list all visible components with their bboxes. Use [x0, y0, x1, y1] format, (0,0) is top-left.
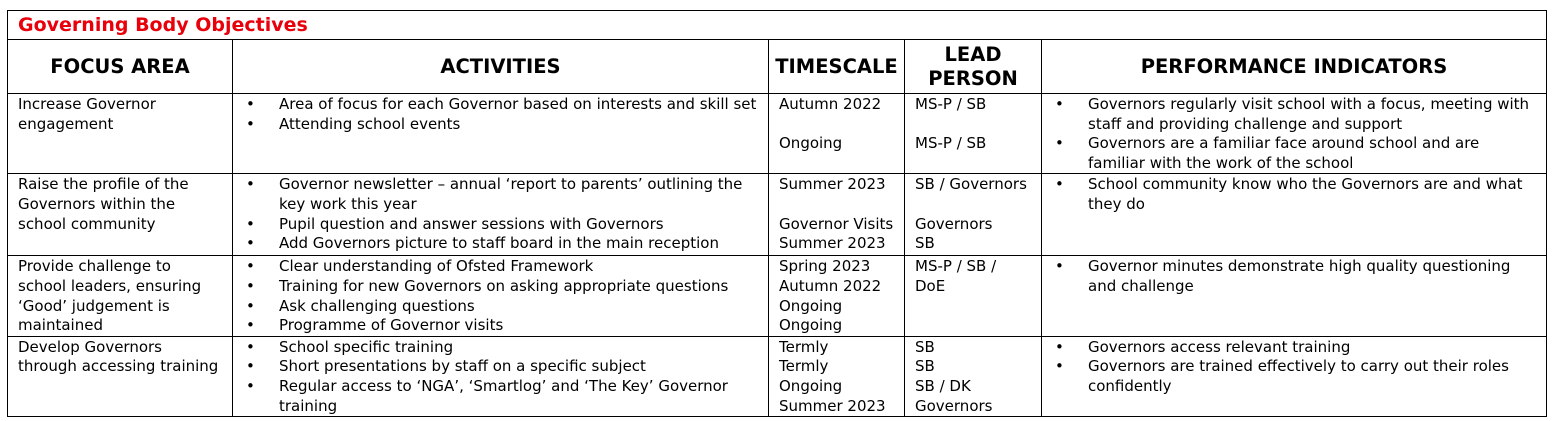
activities-cell: [233, 174, 769, 256]
list-item: • Governor minutes demonstrate high quality questioning and challenge: [1088, 257, 1536, 296]
timescale-value: Autumn 2022: [779, 95, 882, 113]
list-item: • Attending school events: [279, 115, 758, 135]
timescale-cell: [769, 94, 905, 174]
table-row: [8, 256, 1547, 336]
focus-cell: Develop Governors through accessing training: [8, 336, 233, 416]
timescale-value: Governor Visits: [779, 214, 894, 233]
lead-cell: [905, 256, 1042, 336]
table-row: [8, 174, 1547, 256]
indicators-cell: [1042, 336, 1547, 416]
lead-cell: [905, 174, 1042, 256]
timescale-value: Termly: [779, 337, 829, 356]
lead-value: MS-P / SB /: [915, 257, 997, 276]
timescale-cell: [769, 336, 905, 416]
list-item: • Pupil question and answer sessions with Governors: [279, 215, 758, 235]
timescale-value: Termly: [779, 357, 829, 376]
list-item: • Governor newsletter – annual ‘report to parents’ outlining the key work this year: [279, 175, 758, 214]
title-cell: [8, 11, 1547, 40]
header-activities: ACTIVITIES: [233, 40, 769, 94]
timescale-value: Ongoing: [779, 134, 843, 153]
timescale-value: Summer 2023: [779, 234, 886, 253]
list-item: • Training for new Governors on asking appropriate questions: [279, 277, 758, 297]
timescale-cell: [769, 256, 905, 336]
lead-value: DoE: [915, 276, 946, 295]
lead-value: MS-P / SB: [915, 95, 987, 113]
timescale-cell: [769, 174, 905, 256]
lead-value: [915, 115, 1031, 135]
list-item: • Governors access relevant training: [1088, 338, 1536, 358]
timescale-value: Autumn 2022: [779, 276, 882, 295]
timescale-value: Ongoing: [779, 316, 843, 335]
focus-cell: Raise the profile of the Governors within the school community: [8, 174, 233, 256]
list-item: • Area of focus for each Governor based on interests and skill set: [279, 95, 758, 115]
header-lead-person: [905, 40, 1042, 94]
header-performance-indicators: PERFORMANCE INDICATORS: [1042, 40, 1547, 94]
timescale-value: Ongoing: [779, 296, 843, 315]
list-item: • Clear understanding of Ofsted Framework: [279, 257, 758, 277]
lead-value: [915, 195, 1031, 215]
lead-value: SB: [915, 357, 935, 376]
focus-cell: Provide challenge to school leaders, ensuring ‘Good’ judgement is maintained: [8, 256, 233, 336]
list-item: • Regular access to ‘NGA’, ‘Smartlog’ and ‘The Key’ Governor training: [279, 377, 758, 416]
header-row: [8, 40, 1547, 94]
list-item: • School specific training: [279, 338, 758, 358]
activities-cell: [233, 256, 769, 336]
timescale-value: Spring 2023: [779, 257, 871, 276]
lead-cell: [905, 336, 1042, 416]
timescale-value: [779, 115, 894, 135]
lead-value: SB / Governors: [915, 175, 1027, 194]
timescale-value: [779, 195, 894, 215]
focus-cell: Increase Governor engagement: [8, 94, 233, 174]
header-lead-line1: LEAD: [944, 42, 1002, 66]
list-item: • Programme of Governor visits: [279, 316, 758, 336]
header-focus-area: FOCUS AREA: [8, 40, 233, 94]
header-timescale: TIMESCALE: [769, 40, 905, 94]
timescale-value: Summer 2023: [779, 396, 886, 415]
timescale-value: Ongoing: [779, 376, 843, 395]
list-item: • Add Governors picture to staff board in the main reception: [279, 234, 758, 254]
lead-value: SB / DK: [915, 376, 971, 395]
indicators-cell: [1042, 256, 1547, 336]
activities-cell: [233, 336, 769, 416]
lead-value: Governors: [915, 214, 993, 233]
lead-value: MS-P / SB: [915, 134, 987, 153]
list-item: • Governors are a familiar face around school and are familiar with the work of the school: [1088, 134, 1536, 173]
list-item: • Ask challenging questions: [279, 297, 758, 317]
objectives-table: [7, 10, 1547, 417]
timescale-value: Summer 2023: [779, 175, 886, 194]
list-item: • Short presentations by staff on a specific subject: [279, 357, 758, 377]
header-lead-line2: PERSON: [928, 66, 1018, 90]
activities-cell: [233, 94, 769, 174]
lead-value: SB: [915, 234, 935, 253]
table-row: [8, 336, 1547, 416]
list-item: • Governors are trained effectively to carry out their roles confidently: [1088, 357, 1536, 396]
table-row: [8, 94, 1547, 174]
indicators-cell: [1042, 94, 1547, 174]
table-title: Governing Body Objectives: [18, 14, 308, 36]
lead-value: SB: [915, 337, 935, 356]
list-item: • Governors regularly visit school with a focus, meeting with staff and providing challenge and support: [1088, 95, 1536, 134]
lead-cell: [905, 94, 1042, 174]
list-item: • School community know who the Governors are and what they do: [1088, 175, 1536, 214]
indicators-cell: [1042, 174, 1547, 256]
lead-value: Governors: [915, 396, 993, 415]
